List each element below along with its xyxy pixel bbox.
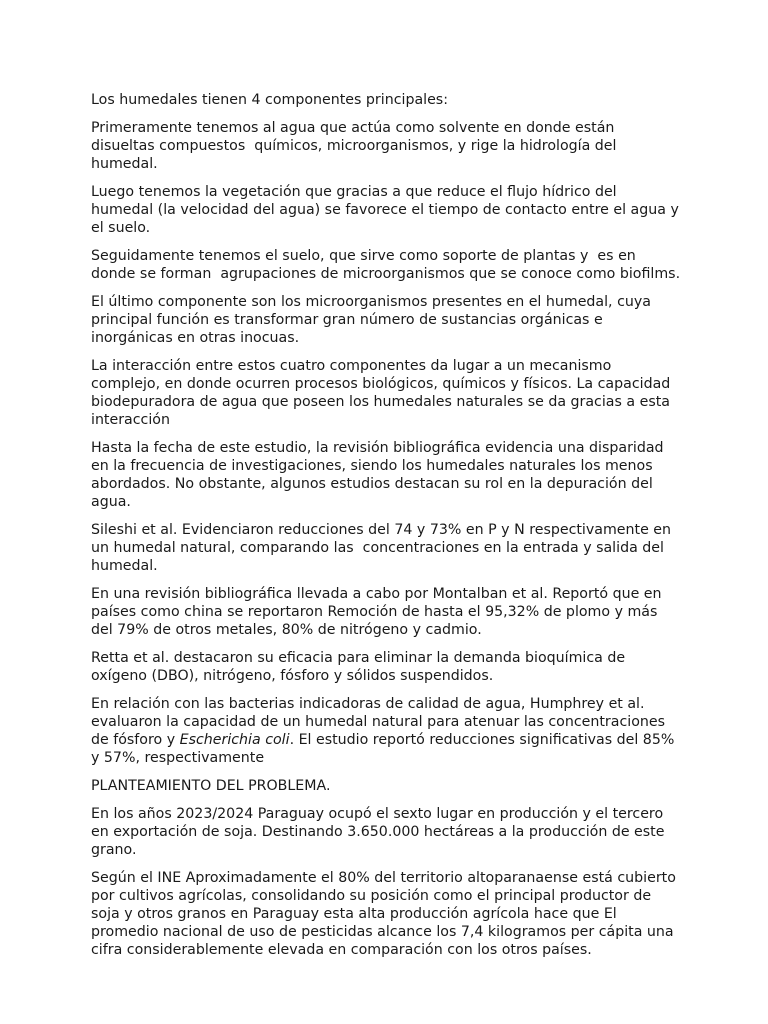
soil-component-paragraph: Seguidamente tenemos el suelo, que sirve como soporte de plantas y es en donde se forman agrupaciones de microorganismos que se conoce como biofilms.: [91, 248, 681, 282]
vegetation-component-paragraph: Luego tenemos la vegetación que gracias a que reduce el flujo hídrico del humedal (la velocidad del agua) se favorece el tiempo de contacto entre el agua y el suelo.: [91, 184, 684, 236]
interaction-paragraph: La interacción entre estos cuatro componentes da lugar a un mecanismo complejo, en donde ocurren procesos biológicos, químicos y físicos. La capacidad biodepuradora de agua que poseen los humedales naturales se da gracias a esta interacción: [91, 358, 675, 428]
humphrey-text-before: En relación con las bacterias indicadoras de calidad de agua, Humphrey et al. evaluaron la capacidad de un humedal natural para atenuar las concentraciones de fósforo y: [91, 696, 670, 748]
escherichia-coli-term: Escherichia coli: [179, 732, 290, 748]
paraguay-soy-paragraph: En los años 2023/2024 Paraguay ocupó el sexto lugar en producción y el tercero en exportación de soja. Destinando 3.650.000 hectáreas a la producción de este grano.: [91, 806, 669, 858]
montalban-paragraph: En una revisión bibliográfica llevada a cabo por Montalban et al. Reportó que en países como china se reportaron Remoción de hasta el 95,32% de plomo y más del 79% de otros metales, 80% de nitrógeno y cadmio.: [91, 586, 667, 638]
section-heading: PLANTEAMIENTO DEL PROBLEMA.: [91, 778, 331, 794]
water-component-paragraph: Primeramente tenemos al agua que actúa como solvente en donde están disueltas compuestos químicos, microorganismos, y rige la hidrología del humedal.: [91, 120, 621, 172]
intro-paragraph: Los humedales tienen 4 componentes principales:: [91, 92, 448, 108]
sileshi-paragraph: Sileshi et al. Evidenciaron reducciones del 74 y 73% en P y N respectivamente en un humedal natural, comparando las concentraciones en la entrada y salida del humedal.: [91, 522, 676, 574]
document-body: [91, 91, 684, 969]
microorganisms-component-paragraph: El último componente son los microorganismos presentes en el humedal, cuya principal función es transformar gran número de sustancias orgánicas e inorgánicas en otras inocuas.: [91, 294, 656, 346]
humphrey-paragraph: [91, 695, 681, 767]
literature-review-paragraph: Hasta la fecha de este estudio, la revisión bibliográfica evidencia una disparidad en la frecuencia de investigaciones, siendo los humedales naturales los menos abordados. No obstante, algunos estudios destacan su rol en la depuración del agua.: [91, 440, 669, 510]
humphrey-text-after: . El estudio reportó reducciones significativas del 85% y 57%, respectivamente: [91, 732, 679, 766]
retta-paragraph: Retta et al. destacaron su eficacia para eliminar la demanda bioquímica de oxígeno (DBO), nitrógeno, fósforo y sólidos suspendidos.: [91, 650, 630, 684]
ine-pesticides-paragraph: Según el INE Aproximadamente el 80% del territorio altoparanaense está cubierto por cultivos agrícolas, consolidando su posición como el principal productor de soja y otros granos en Paraguay esta alta producción agrícola hace que El promedio nacional de uso de pesticidas alcance los 7,4 kilogramos per cápita una cifra considerablemente elevada en comparación con los otros países.: [91, 870, 681, 958]
